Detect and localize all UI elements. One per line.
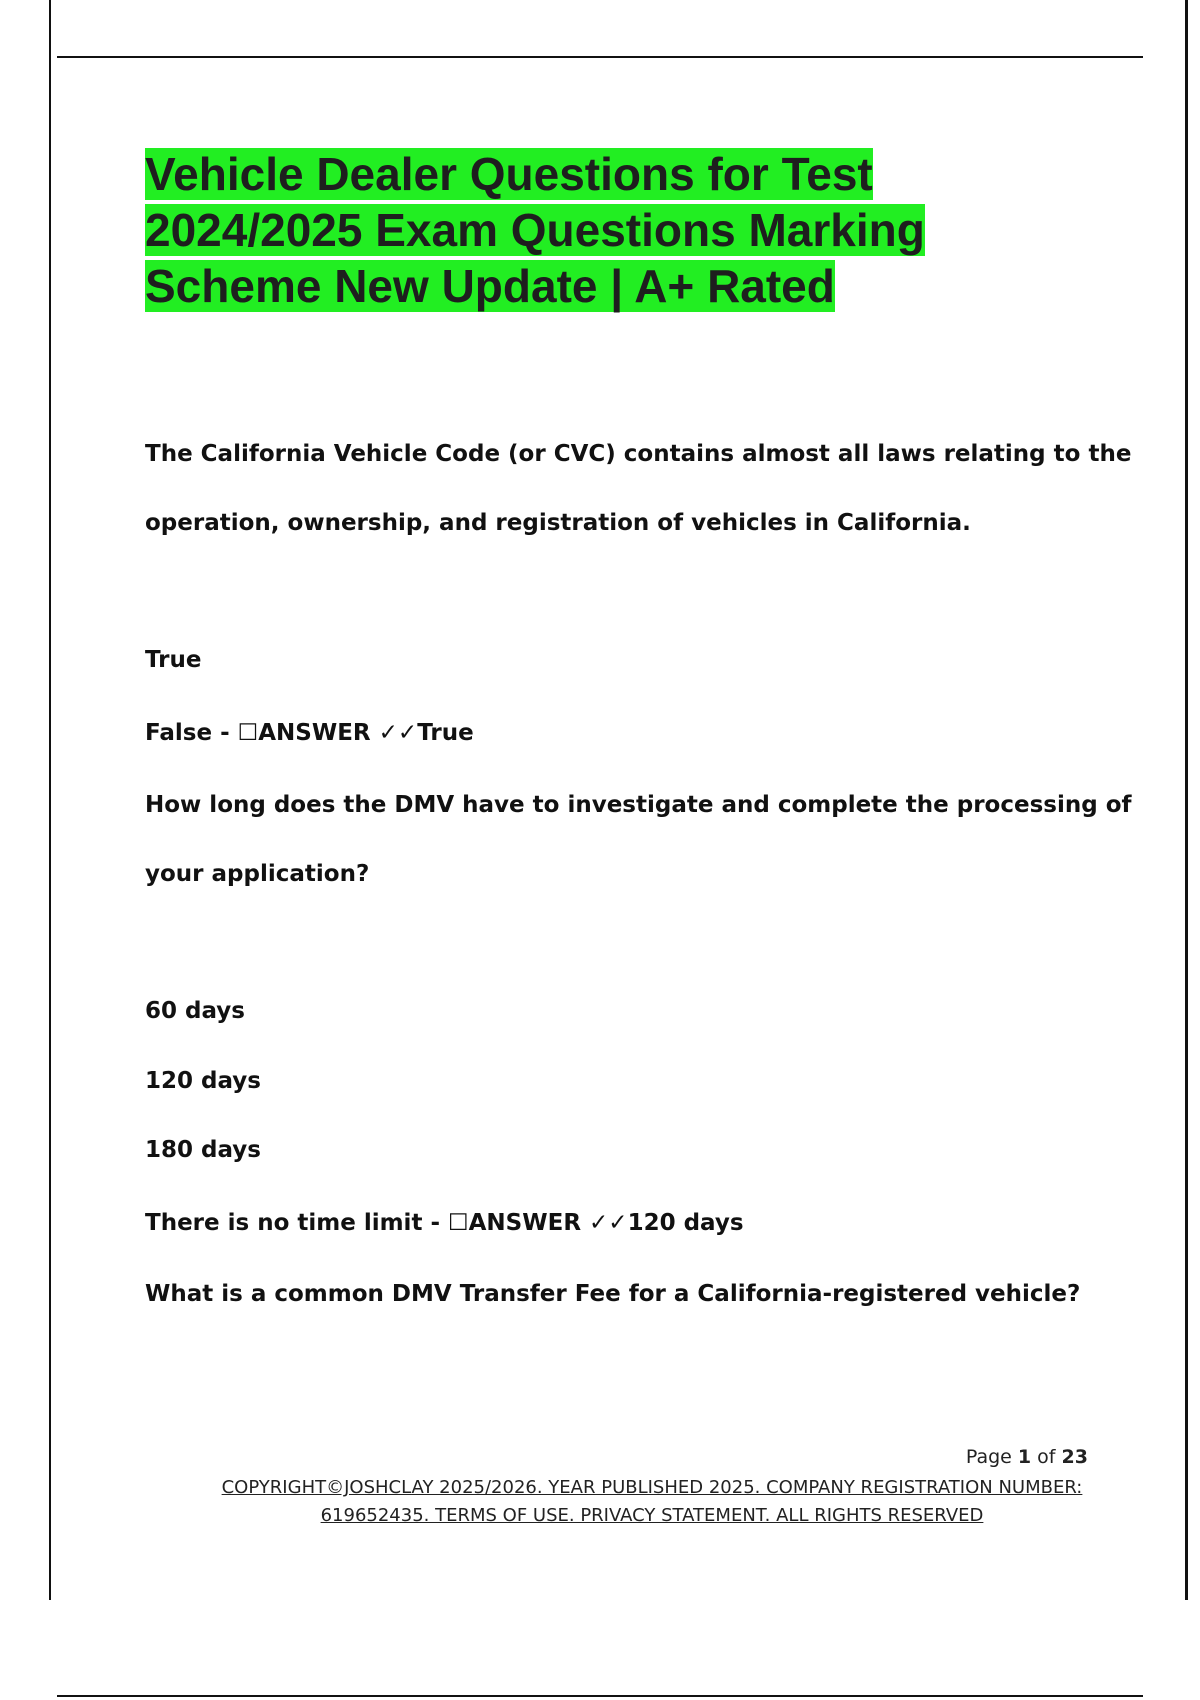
document-title bbox=[145, 146, 1025, 314]
copyright-line-2: 619652435. TERMS OF USE. PRIVACY STATEMENT. ALL RIGHTS RESERVED bbox=[320, 1505, 984, 1526]
question-2-line-1: How long does the DMV have to investigate and complete the processing of bbox=[145, 792, 1132, 818]
copyright-line-1: COPYRIGHT©JOSHCLAY 2025/2026. YEAR PUBLISHED 2025. COMPANY REGISTRATION NUMBER: bbox=[221, 1477, 1083, 1498]
question-1-answer: False - ☐ANSWER ✓✓True bbox=[145, 720, 474, 746]
question-2-option-120: 120 days bbox=[145, 1068, 261, 1094]
page-number bbox=[966, 1446, 1088, 1468]
question-1-option-true: True bbox=[145, 647, 202, 673]
page-of: of bbox=[1037, 1446, 1056, 1468]
question-3-line-1: What is a common DMV Transfer Fee for a California-registered vehicle? bbox=[145, 1281, 1081, 1307]
question-2-answer: There is no time limit - ☐ANSWER ✓✓120 days bbox=[145, 1210, 744, 1236]
footer-rule bbox=[57, 1695, 1143, 1697]
page-prefix: Page bbox=[965, 1446, 1012, 1468]
page-border-left bbox=[49, 0, 51, 1600]
question-1-line-1: The California Vehicle Code (or CVC) contains almost all laws relating to the bbox=[145, 441, 1132, 467]
question-2-line-2: your application? bbox=[145, 861, 370, 887]
question-2-option-60: 60 days bbox=[145, 998, 245, 1024]
title-line-2: 2024/2025 Exam Questions Marking bbox=[145, 204, 925, 256]
title-line-1: Vehicle Dealer Questions for Test bbox=[145, 148, 873, 200]
question-2-option-180: 180 days bbox=[145, 1137, 261, 1163]
header-rule bbox=[57, 56, 1143, 58]
question-1-line-2: operation, ownership, and registration of vehicles in California. bbox=[145, 510, 971, 536]
page-border-right bbox=[1185, 0, 1188, 1600]
title-line-3: Scheme New Update | A+ Rated bbox=[145, 260, 835, 312]
page-current: 1 bbox=[1017, 1446, 1032, 1468]
copyright-notice bbox=[218, 1474, 1086, 1530]
page-total: 23 bbox=[1061, 1446, 1088, 1468]
